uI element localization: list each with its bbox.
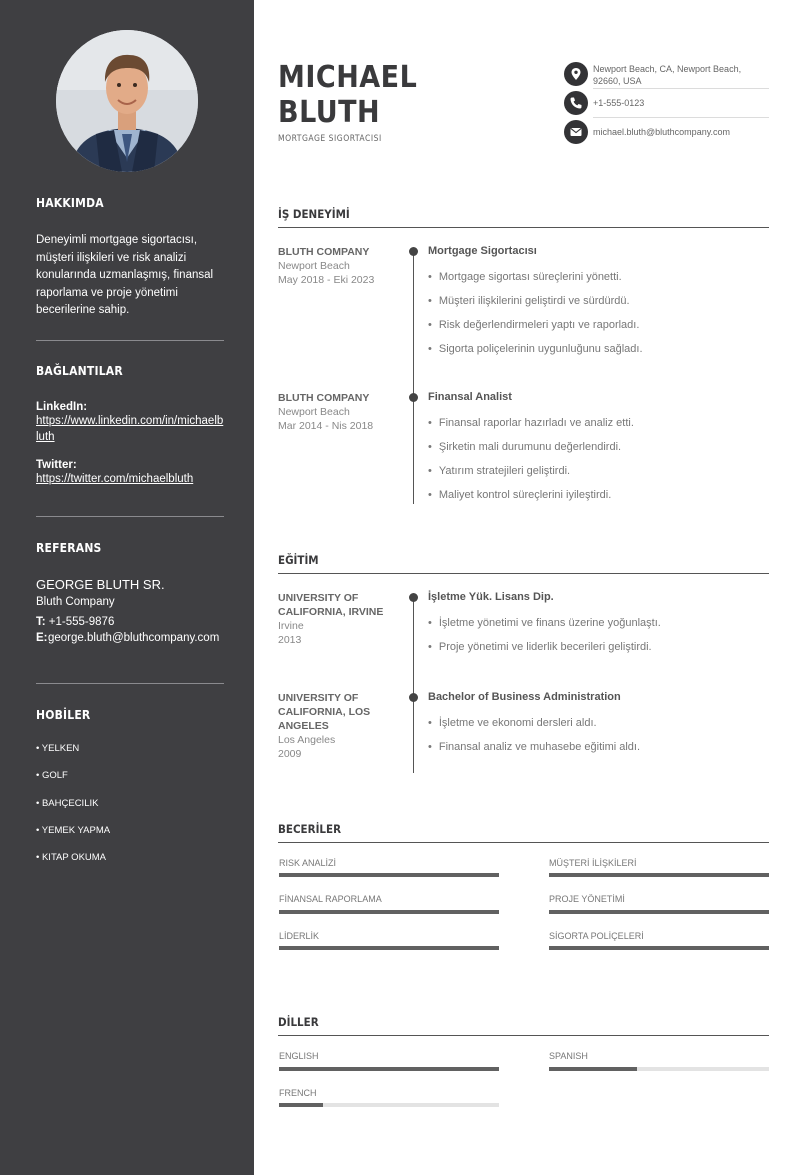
education-bullet: • İşletme yönetimi ve finans üzerine yoğunlaştı. bbox=[428, 617, 661, 629]
person-portrait-icon bbox=[56, 30, 198, 172]
reference-phone-label: T: bbox=[36, 616, 46, 628]
skill-bar bbox=[549, 910, 769, 914]
hobbies-heading: HOBİLER bbox=[36, 708, 91, 722]
skill-bar-fill bbox=[549, 946, 769, 950]
degree-title: İşletme Yük. Lisans Dip. bbox=[428, 591, 554, 603]
job-location: Newport Beach bbox=[278, 260, 350, 272]
language-name: ENGLISH bbox=[279, 1051, 319, 1061]
last-name: BLUTH bbox=[278, 95, 381, 130]
education-bullet: • Proje yönetimi ve liderlik becerileri geliştirdi. bbox=[428, 641, 652, 653]
job-company: BLUTH COMPANY bbox=[278, 392, 370, 404]
language-name: FRENCH bbox=[279, 1088, 317, 1098]
language-name: SPANISH bbox=[549, 1051, 588, 1061]
divider bbox=[593, 88, 769, 89]
email-icon bbox=[564, 120, 588, 144]
skill-bar-fill bbox=[279, 946, 499, 950]
about-section bbox=[36, 196, 224, 320]
timeline-dot bbox=[409, 247, 418, 256]
school-name-line: UNIVERSITY OF bbox=[278, 592, 359, 604]
skill-bar-fill bbox=[549, 873, 769, 877]
divider bbox=[593, 117, 769, 118]
education-timeline bbox=[413, 597, 414, 773]
skill-bar bbox=[279, 873, 499, 877]
skill-name: FİNANSAL RAPORLAMA bbox=[279, 894, 382, 904]
skill-bar bbox=[279, 910, 499, 914]
divider bbox=[36, 683, 224, 684]
first-name: MICHAEL bbox=[278, 60, 418, 95]
experience-heading: İŞ DENEYİMİ bbox=[278, 207, 350, 221]
job-location: Newport Beach bbox=[278, 406, 350, 418]
hobby-item: • KITAP OKUMA bbox=[36, 852, 107, 863]
section-rule bbox=[278, 1035, 769, 1036]
school-location: Irvine bbox=[278, 620, 304, 632]
divider bbox=[36, 340, 224, 341]
language-bar bbox=[549, 1067, 769, 1071]
school-name-line: CALIFORNIA, IRVINE bbox=[278, 606, 384, 618]
education-bullet: • İşletme ve ekonomi dersleri aldı. bbox=[428, 717, 597, 729]
reference-name: GEORGE BLUTH SR. bbox=[36, 577, 165, 592]
language-bar-fill bbox=[279, 1103, 323, 1107]
section-rule bbox=[278, 842, 769, 843]
job-bullet: • Finansal raporlar hazırladı ve analiz etti. bbox=[428, 417, 634, 429]
school-year: 2013 bbox=[278, 634, 302, 646]
school-name-line: UNIVERSITY OF bbox=[278, 692, 359, 704]
link-twitter bbox=[36, 459, 224, 487]
job-bullet: • Yatırım stratejileri geliştirdi. bbox=[428, 465, 570, 477]
twitter-label: Twitter: bbox=[36, 459, 77, 471]
job-role: Finansal Analist bbox=[428, 391, 512, 403]
reference-phone-value: +1-555-9876 bbox=[48, 616, 115, 628]
reference-email bbox=[36, 630, 224, 646]
twitter-url[interactable]: https://twitter.com/michaelbluth bbox=[36, 473, 194, 485]
school-name bbox=[278, 691, 398, 733]
hobbies-section bbox=[36, 708, 224, 722]
about-text: Deneyimli mortgage sigortacısı, müşteri ilişkileri ve risk analizi konularında uzmanlaşmış, finansal raporlama ve proje yönetimi becerilerine sahip. bbox=[36, 234, 214, 316]
reference-phone bbox=[36, 614, 224, 630]
school-name-line: CALIFORNIA, LOS bbox=[278, 706, 371, 718]
reference-company: Bluth Company bbox=[36, 596, 115, 608]
profile-photo bbox=[56, 30, 198, 172]
about-heading: HAKKIMDA bbox=[36, 196, 104, 210]
job-meta bbox=[278, 391, 398, 433]
job-bullet: • Sigorta poliçelerinin uygunluğunu sağladı. bbox=[428, 343, 643, 355]
skill-name: PROJE YÖNETİMİ bbox=[549, 894, 625, 904]
skills-heading: BECERİLER bbox=[278, 822, 342, 836]
job-company: BLUTH COMPANY bbox=[278, 246, 370, 258]
reference-heading: REFERANS bbox=[36, 541, 102, 555]
education-heading: EĞİTİM bbox=[278, 553, 319, 567]
job-bullet: • Maliyet kontrol süreçlerini iyileştirdi. bbox=[428, 489, 611, 501]
job-dates: Mar 2014 - Nis 2018 bbox=[278, 420, 374, 432]
languages-heading: DİLLER bbox=[278, 1015, 319, 1029]
linkedin-label: LinkedIn: bbox=[36, 401, 88, 413]
hobby-item: • YELKEN bbox=[36, 743, 80, 754]
skill-bar-fill bbox=[279, 873, 499, 877]
sidebar bbox=[0, 0, 254, 1175]
education-meta bbox=[278, 691, 398, 761]
skill-bar bbox=[549, 946, 769, 950]
skill-name: RISK ANALİZİ bbox=[279, 858, 337, 868]
address-text: Newport Beach, CA, Newport Beach, 92660, USA bbox=[593, 64, 742, 86]
section-rule bbox=[278, 573, 769, 574]
hobby-item: • GOLF bbox=[36, 770, 68, 781]
link-linkedin bbox=[36, 401, 224, 445]
job-bullet: • Mortgage sigortası süreçlerini yönetti. bbox=[428, 271, 622, 283]
job-meta bbox=[278, 245, 398, 287]
school-name-line: ANGELES bbox=[278, 720, 329, 732]
email-text[interactable]: michael.bluth@bluthcompany.com bbox=[593, 127, 731, 137]
phone-text: +1-555-0123 bbox=[593, 98, 645, 108]
job-role: Mortgage Sigortacısı bbox=[428, 245, 537, 257]
degree-title: Bachelor of Business Administration bbox=[428, 691, 621, 703]
job-bullet: • Şirketin mali durumunu değerlendirdi. bbox=[428, 441, 621, 453]
job-bullet: • Risk değerlendirmeleri yaptı ve raporladı. bbox=[428, 319, 639, 331]
language-bar bbox=[279, 1103, 499, 1107]
links-heading: BAĞLANTILAR bbox=[36, 364, 123, 378]
language-bar-fill bbox=[549, 1067, 637, 1071]
job-title: MORTGAGE SIGORTACISI bbox=[278, 134, 382, 144]
phone-icon bbox=[564, 91, 588, 115]
candidate-name bbox=[278, 60, 417, 130]
education-meta bbox=[278, 591, 398, 647]
divider bbox=[36, 516, 224, 517]
skill-name: LİDERLİK bbox=[279, 931, 320, 941]
timeline-dot bbox=[409, 593, 418, 602]
education-bullet: • Finansal analiz ve muhasebe eğitimi aldı. bbox=[428, 741, 640, 753]
language-bar-fill bbox=[279, 1067, 499, 1071]
skill-bar bbox=[549, 873, 769, 877]
hobby-item: • YEMEK YAPMA bbox=[36, 825, 111, 836]
school-name bbox=[278, 591, 398, 619]
reference-email-label: E: bbox=[36, 632, 48, 644]
timeline-dot bbox=[409, 393, 418, 402]
location-pin-icon bbox=[564, 62, 588, 86]
job-dates: May 2018 - Eki 2023 bbox=[278, 274, 375, 286]
skill-bar bbox=[279, 946, 499, 950]
skill-bar-fill bbox=[549, 910, 769, 914]
skill-name: MÜŞTERİ İLİŞKİLERİ bbox=[549, 858, 637, 868]
skill-name: SİGORTA POLİÇELERİ bbox=[549, 931, 644, 941]
language-bar bbox=[279, 1067, 499, 1071]
linkedin-url[interactable]: https://www.linkedin.com/in/michaelbluth bbox=[36, 415, 224, 443]
school-year: 2009 bbox=[278, 748, 302, 760]
reference-email-value: george.bluth@bluthcompany.com bbox=[48, 632, 220, 644]
school-location: Los Angeles bbox=[278, 734, 336, 746]
timeline-dot bbox=[409, 693, 418, 702]
hobby-item: • BAHÇECILIK bbox=[36, 798, 99, 809]
job-bullet: • Müşteri ilişkilerini geliştirdi ve sürdürdü. bbox=[428, 295, 630, 307]
links-section bbox=[36, 364, 224, 487]
experience-timeline bbox=[413, 251, 414, 504]
skill-bar-fill bbox=[279, 910, 499, 914]
section-rule bbox=[278, 227, 769, 228]
reference-section bbox=[36, 541, 224, 646]
